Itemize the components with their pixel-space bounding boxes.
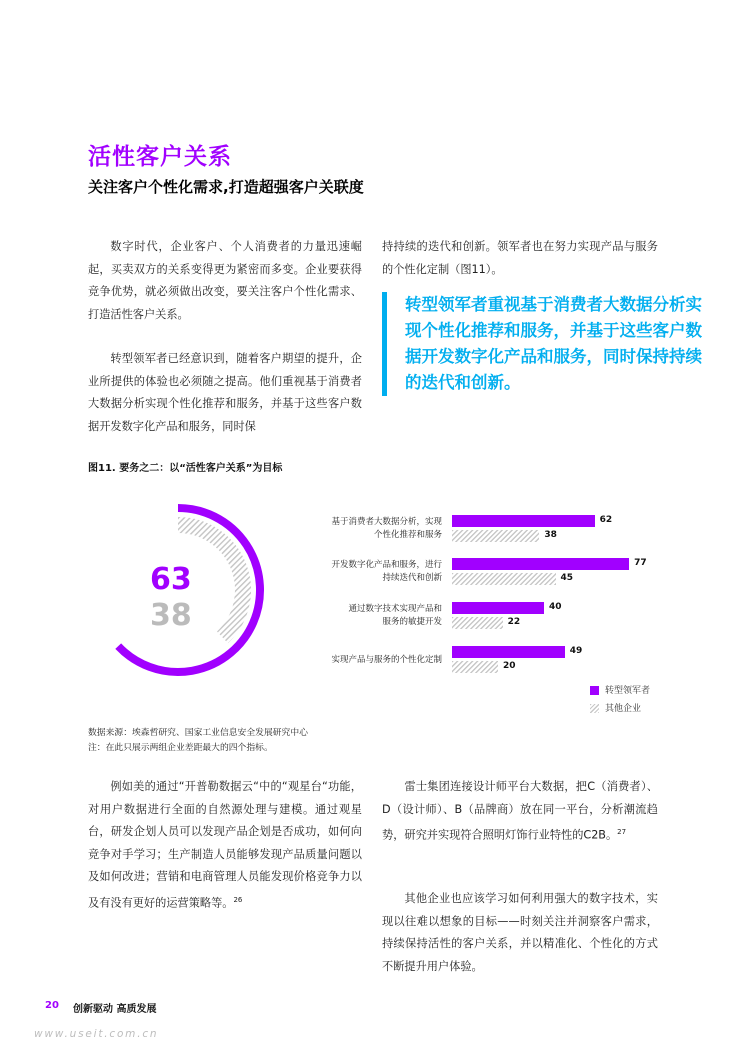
- legend-label-leaders: 转型领军者: [605, 686, 651, 696]
- bar-value-others: 45: [560, 573, 574, 583]
- bar-category-label: 通过数字技术实现产品和: [348, 604, 442, 614]
- section-title: 活性客户关系: [88, 144, 232, 170]
- donut-value-others: 38: [150, 598, 192, 633]
- paragraph-nvc-text: 雷士集团连接设计师平台大数据，把C（消费者）、D（设计师）、B（品牌商）放在同一平台，分析潮流趋势，研究并实现符合照明灯饰行业特性的C2B。: [382, 780, 658, 842]
- figure-note: 注：在此只展示两组企业差距最大的四个指标。: [88, 743, 273, 753]
- legend-others: [590, 701, 641, 714]
- bar-value-leaders: 77: [634, 558, 647, 568]
- donut-value-leaders: 63: [150, 562, 192, 597]
- bar-others: [452, 530, 539, 542]
- footnote-ref-26: 26: [233, 895, 243, 904]
- footnote-ref-27: 27: [617, 828, 627, 836]
- paragraph-leaders: 转型领军者已经意识到，随着客户期望的提升，企业所提供的体验也必须随之提高。他们重视基于消费者大数据分析实现个性化推荐和服务，并基于这些客户数据开发数字化产品和服务，同时保: [88, 352, 362, 433]
- bar-category-label: 个性化推荐和服务: [373, 530, 442, 540]
- footer-text: 创新驱动 高质发展: [73, 1004, 157, 1015]
- section-subtitle: 关注客户个性化需求,打造超强客户关联度: [88, 178, 364, 196]
- page-number: 20: [45, 1000, 59, 1011]
- bar-leaders: [452, 602, 544, 614]
- paragraph-conclusion: 其他企业也应该学习如何利用强大的数字技术，实现以往难以想象的目标——时刻关注并洞察客户需求，持续保持活性的客户关系，并以精准化、个性化的方式不断提升用户体验。: [382, 892, 658, 973]
- paragraph-midea: [88, 776, 362, 915]
- watermark: www.useit.com.cn: [34, 1028, 159, 1040]
- pull-quote: 转型领军者重视基于消费者大数据分析实现个性化推荐和服务，并基于这些客户数据开发数字化产品和服务，同时保持持续的迭代和创新。: [382, 292, 705, 396]
- figure-source: 数据来源：埃森哲研究、国家工业信息安全发展研究中心: [88, 728, 308, 738]
- legend-label-others: 其他企业: [605, 704, 642, 714]
- bar-others: [452, 617, 503, 629]
- bar-leaders: [452, 515, 595, 527]
- bar-value-others: 38: [544, 530, 557, 540]
- legend-swatch-leaders: [590, 686, 599, 695]
- bar-value-others: 22: [507, 617, 521, 627]
- paragraph-nvc: [382, 776, 658, 847]
- bar-leaders: [452, 558, 629, 570]
- bar-others: [452, 573, 556, 585]
- bar-category-label: 持续迭代和创新: [382, 573, 442, 583]
- bar-category-label: 服务的敏捷开发: [382, 617, 442, 627]
- figure-title: 图11. 要务之二：以“活性客户关系”为目标: [88, 463, 283, 474]
- legend-leaders: [590, 683, 650, 696]
- paragraph-continued: 持持续的迭代和创新。领军者也在努力实现产品与服务的个性化定制（图11）。: [382, 240, 658, 276]
- bar-others: [452, 661, 498, 673]
- bar-value-leaders: 62: [599, 515, 613, 525]
- bar-value-others: 20: [503, 661, 516, 671]
- bar-leaders: [452, 646, 565, 658]
- legend-swatch-others: [590, 704, 599, 713]
- paragraph-intro: 数字时代，企业客户、个人消费者的力量迅速崛起，买卖双方的关系变得更为紧密而多变。企业要获得竞争优势，就必须做出改变，要关注客户个性化需求、打造活性客户关系。: [88, 240, 362, 321]
- bar-category-label: 基于消费者大数据分析，实现: [331, 517, 442, 527]
- bar-value-leaders: 49: [569, 646, 583, 656]
- bar-category-label: 实现产品与服务的个性化定制: [331, 655, 442, 665]
- bar-value-leaders: 40: [549, 602, 562, 612]
- bar-category-label: 开发数字化产品和服务，进行: [331, 560, 442, 570]
- paragraph-midea-text: 例如美的通过“开普勒数据云“中的“观星台“功能，对用户数据进行全面的自然源处理与建模。通过观星台，研发企划人员可以发现产品企划是否成功，如何向竞争对手学习；生产制造人员能够发现产品质量问题以及如何改进；营销和电商管理人员能发现价格竞争力以及有没有更好的运营策略等。: [88, 780, 362, 910]
